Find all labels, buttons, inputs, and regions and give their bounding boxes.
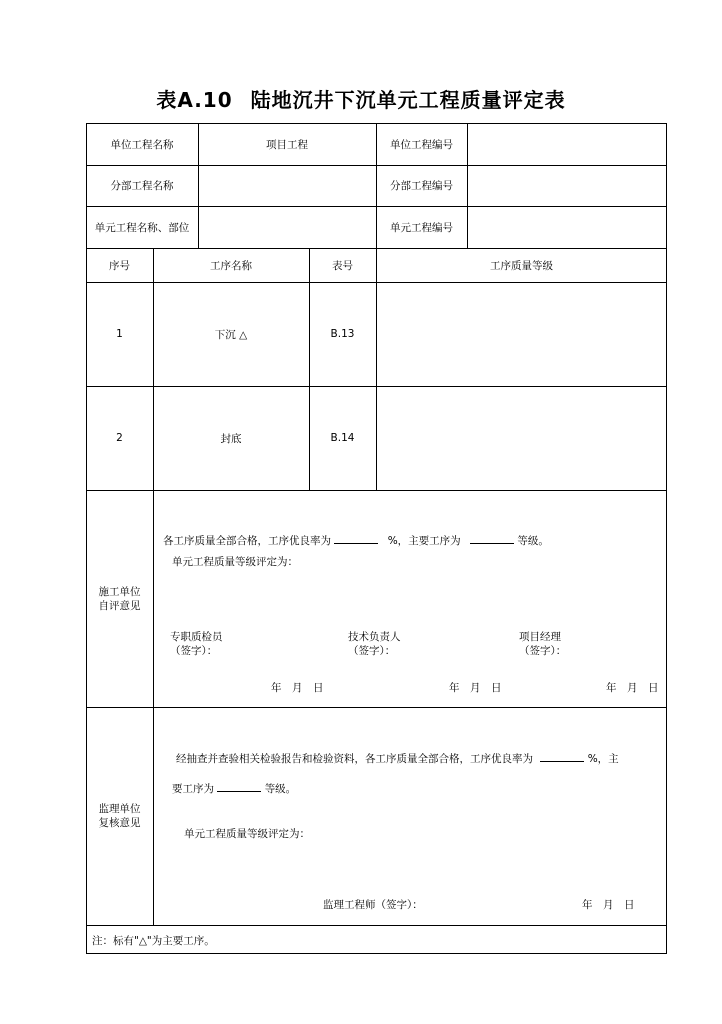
project-manager-title: 项目经理 — [519, 631, 561, 643]
header-seq: 序号 — [109, 259, 130, 272]
row-grade[interactable] — [376, 386, 667, 490]
construction-line1 — [163, 532, 549, 548]
row-seq: 2 — [116, 432, 123, 444]
element-name-label: 单元工程名称、部位 — [94, 221, 190, 234]
construction-label-line2: 自评意见 — [98, 599, 141, 612]
unit-project-no-label: 单位工程编号 — [390, 138, 453, 151]
row-process: 封底 — [220, 432, 242, 445]
supervision-label — [86, 707, 153, 925]
element-name-value[interactable] — [198, 206, 376, 248]
supervision-line3: 单元工程质量等级评定为： — [184, 828, 310, 840]
main-process-grade-field[interactable] — [470, 532, 514, 544]
supervision-engineer-sign[interactable]: 监理工程师（签字）： — [323, 899, 423, 911]
sub-project-no-value[interactable] — [467, 165, 667, 206]
supervision-line2-text-b: 等级。 — [264, 783, 297, 795]
sub-project-name-value[interactable] — [198, 165, 376, 206]
header-grade: 工序质量等级 — [490, 259, 553, 272]
inspector-date[interactable]: 年 月 日 — [271, 682, 324, 694]
supervision-label-line1: 监理单位 — [98, 803, 141, 815]
construction-line2: 单元工程质量等级评定为： — [172, 556, 298, 568]
footnote: 注：标有"△"为主要工序。 — [92, 935, 215, 947]
row-divider — [86, 925, 667, 926]
row-form: B.13 — [330, 328, 355, 340]
tech-lead-sign — [348, 630, 401, 658]
element-no-value[interactable] — [467, 206, 667, 248]
supervision-line1-text-b: %，主 — [587, 753, 619, 765]
project-manager-date[interactable]: 年 月 日 — [606, 682, 659, 694]
col-divider — [153, 490, 154, 925]
row-divider — [86, 707, 667, 708]
row-grade[interactable] — [376, 282, 667, 386]
unit-project-name-value[interactable]: 项目工程 — [266, 138, 308, 151]
row-seq: 1 — [116, 328, 123, 340]
supervision-date[interactable]: 年 月 日 — [582, 899, 635, 911]
tech-lead-date[interactable]: 年 月 日 — [449, 682, 502, 694]
unit-project-no-value[interactable] — [467, 123, 667, 165]
row-form: B.14 — [330, 432, 355, 444]
supervision-line1 — [176, 750, 619, 766]
unit-project-name-label: 单位工程名称 — [110, 138, 174, 151]
element-no-label: 单元工程编号 — [390, 221, 453, 234]
supervision-line2 — [172, 780, 296, 796]
project-manager-sign-hint: （签字）： — [519, 645, 567, 657]
supervision-line1-text-a: 经抽查并查验相关检验报告和检验资料，各工序质量全部合格，工序优良率为 — [176, 753, 533, 765]
header-form: 表号 — [332, 259, 353, 272]
supervision-grade-field[interactable] — [217, 780, 261, 792]
header-process: 工序名称 — [210, 259, 252, 272]
inspector-title: 专职质检员 — [170, 631, 223, 643]
tech-lead-sign-hint: （签字）： — [348, 645, 396, 657]
construction-line1-text-a: 各工序质量全部合格，工序优良率为 — [163, 535, 331, 547]
construction-line1-text-b: %，主要工序为 — [387, 535, 461, 547]
row-process: 下沉 △ — [214, 328, 248, 341]
project-manager-sign — [519, 630, 566, 658]
construction-line1-text-c: 等级。 — [517, 535, 549, 547]
supervision-rate-field[interactable] — [540, 750, 584, 762]
row-divider — [86, 490, 667, 491]
inspector-sign-hint: （签字）： — [170, 645, 218, 657]
table-number: 表A.10 — [156, 88, 233, 112]
page-title — [0, 84, 722, 113]
sub-project-no-label: 分部工程编号 — [390, 180, 453, 192]
tech-lead-title: 技术负责人 — [348, 631, 401, 643]
title-text: 陆地沉井下沉单元工程质量评定表 — [250, 88, 566, 112]
supervision-line2-text-a: 要工序为 — [172, 783, 214, 795]
construction-label — [86, 490, 153, 707]
sub-project-name-label: 分部工程名称 — [110, 180, 174, 192]
construction-label-line1: 施工单位 — [98, 585, 141, 598]
inspector-sign — [170, 630, 223, 658]
supervision-label-line2: 复核意见 — [98, 817, 141, 829]
excellent-rate-field[interactable] — [334, 532, 378, 544]
